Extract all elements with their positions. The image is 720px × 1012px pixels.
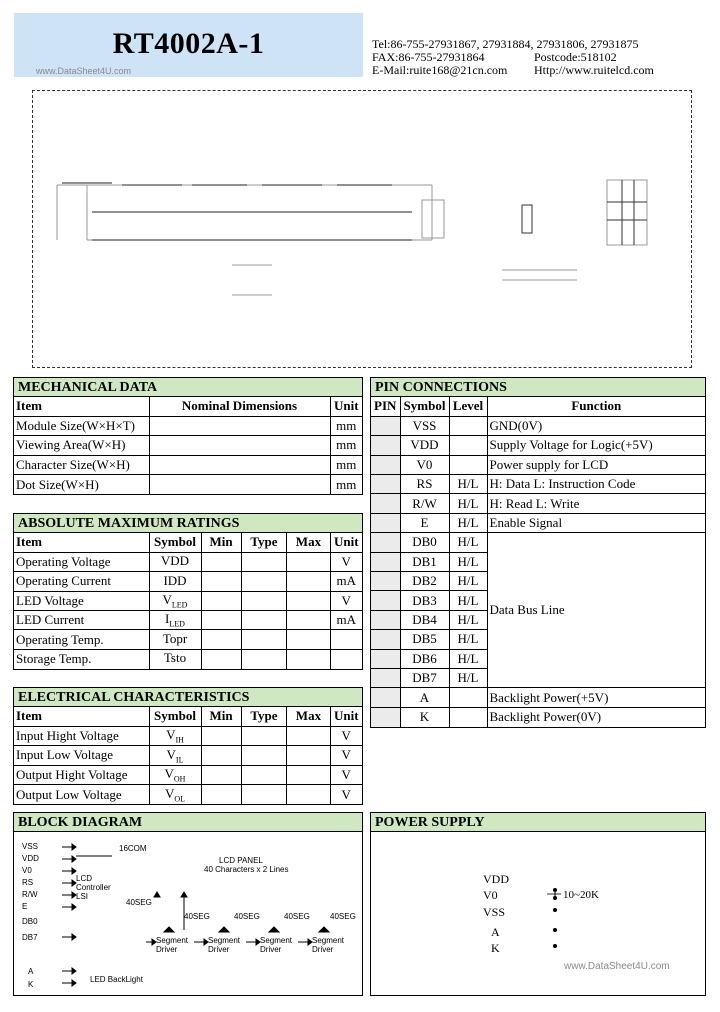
- pin-symbol: VDD: [400, 436, 449, 455]
- elec-header-item: Item: [14, 707, 149, 726]
- abs-symbol: IDD: [149, 572, 201, 591]
- bd-chars: 40 Characters x 2 Lines: [204, 865, 289, 874]
- abs-unit: [330, 649, 362, 668]
- postcode-line: Postcode:518102: [534, 50, 617, 64]
- mech-unit: mm: [330, 416, 362, 435]
- table-row: [371, 513, 705, 532]
- pin-symbol: DB7: [400, 668, 449, 687]
- pin-header-function: Function: [487, 397, 705, 416]
- power-supply-title: POWER SUPPLY: [371, 813, 705, 832]
- table-row: [14, 746, 362, 765]
- http-line: Http://www.ruitelcd.com: [534, 63, 654, 77]
- mech-unit: mm: [330, 475, 362, 494]
- block-diagram-title: BLOCK DIAGRAM: [14, 813, 362, 832]
- pin-header-symbol: Symbol: [400, 397, 449, 416]
- pin-symbol: V0: [400, 455, 449, 474]
- fax-line: FAX:86-755-27931864: [372, 50, 485, 64]
- pin-function: Backlight Power(+5V): [487, 688, 705, 707]
- pin-symbol: DB0: [400, 533, 449, 552]
- pin-level: H/L: [449, 494, 487, 513]
- bd-seg: 40SEG: [330, 912, 356, 921]
- pin-table: [371, 397, 705, 727]
- table-row: [371, 416, 705, 435]
- elec-unit: V: [330, 785, 362, 804]
- bd-signal: VDD: [22, 854, 39, 863]
- pin-number: [371, 513, 400, 532]
- table-row: [371, 494, 705, 513]
- mech-header-item: Item: [14, 397, 149, 416]
- table-row: [371, 475, 705, 494]
- elec-header-unit: Unit: [330, 707, 362, 726]
- bd-signal: RS: [22, 878, 34, 887]
- pin-number: [371, 591, 400, 610]
- table-row: [14, 475, 362, 494]
- bd-backlight: LED BackLight: [90, 975, 143, 984]
- mech-unit: mm: [330, 436, 362, 455]
- abs-item: Operating Voltage: [14, 552, 149, 571]
- abs-symbol: Tsto: [149, 649, 201, 668]
- elec-symbol: $V_{IL}$: [149, 746, 201, 765]
- table-row: [14, 726, 362, 745]
- pin-function: Power supply for LCD: [487, 455, 705, 474]
- bd-seg: 40SEG: [234, 912, 260, 921]
- electrical-title: ELECTRICAL CHARACTERISTICS: [14, 688, 362, 707]
- block-diagram-section: [13, 812, 363, 996]
- absolute-ratings-section: [13, 513, 363, 670]
- table-row: [14, 611, 362, 630]
- elec-unit: V: [330, 726, 362, 745]
- bd-com-label: 16COM: [119, 844, 147, 853]
- pin-function: H: Read L: Write: [487, 494, 705, 513]
- pin-number: [371, 475, 400, 494]
- elec-header-type: Type: [241, 707, 287, 726]
- absolute-ratings-title: ABSOLUTE MAXIMUM RATINGS: [14, 514, 362, 533]
- pin-number: [371, 668, 400, 687]
- pin-symbol: RS: [400, 475, 449, 494]
- pin-level: H/L: [449, 649, 487, 668]
- bd-lcd-panel: LCD PANEL: [219, 856, 263, 865]
- table-row: [371, 688, 705, 707]
- bd-seg: 40SEG: [284, 912, 310, 921]
- table-row: [371, 533, 705, 552]
- elec-item: Output Low Voltage: [14, 785, 149, 804]
- mechanical-table: [14, 397, 362, 494]
- abs-unit: V: [330, 591, 362, 610]
- pin-symbol: DB3: [400, 591, 449, 610]
- pin-symbol: R/W: [400, 494, 449, 513]
- ps-label: K: [491, 941, 500, 955]
- elec-item: Input Low Voltage: [14, 746, 149, 765]
- ps-label: VDD: [483, 872, 509, 886]
- tel-line: Tel:86-755-27931867, 27931884, 27931806, 27931875: [372, 37, 639, 51]
- table-row: [371, 436, 705, 455]
- elec-item: Input Hight Voltage: [14, 726, 149, 745]
- pin-number: [371, 649, 400, 668]
- mechanical-data-title: MECHANICAL DATA: [14, 378, 362, 397]
- data-bus-line: Data Bus Line: [487, 533, 705, 688]
- abs-unit: mA: [330, 611, 362, 630]
- pin-number: [371, 416, 400, 435]
- electrical-table: [14, 707, 362, 804]
- pin-level: [449, 455, 487, 474]
- mech-item: Dot Size(W×H): [14, 475, 149, 494]
- bd-signal: DB0: [22, 917, 38, 926]
- pin-number: [371, 552, 400, 571]
- abs-symbol: Topr: [149, 630, 201, 649]
- pin-symbol: K: [400, 707, 449, 726]
- abs-symbol: VDD: [149, 552, 201, 571]
- bd-signal: R/W: [22, 890, 38, 899]
- table-row: [14, 765, 362, 784]
- elec-header-symbol: Symbol: [149, 707, 201, 726]
- pin-level: H/L: [449, 513, 487, 532]
- pin-header-level: Level: [449, 397, 487, 416]
- pin-symbol: DB4: [400, 610, 449, 629]
- bd-signal: A: [28, 967, 34, 976]
- pin-level: H/L: [449, 591, 487, 610]
- pin-connections-section: [370, 377, 706, 728]
- table-row: [14, 649, 362, 668]
- abs-unit: mA: [330, 572, 362, 591]
- pin-level: H/L: [449, 630, 487, 649]
- bd-signal: E: [22, 902, 28, 911]
- table-row: [371, 707, 705, 726]
- mech-header-nominal: Nominal Dimensions: [149, 397, 330, 416]
- mechanical-data-section: [13, 377, 363, 495]
- watermark-top: www.DataSheet4U.com: [36, 66, 132, 76]
- bd-signal: K: [28, 980, 34, 989]
- mech-item: Module Size(W×H×T): [14, 416, 149, 435]
- pin-level: H/L: [449, 475, 487, 494]
- abs-unit: [330, 630, 362, 649]
- page-title: RT4002A-1: [112, 27, 265, 60]
- table-row: [371, 455, 705, 474]
- table-row: [14, 630, 362, 649]
- pin-level: [449, 416, 487, 435]
- table-row: [14, 455, 362, 474]
- pin-number: [371, 455, 400, 474]
- ps-range: 10~20K: [563, 889, 599, 901]
- elec-header-max: Max: [287, 707, 330, 726]
- bd-signal: V0: [22, 866, 32, 875]
- pin-number: [371, 494, 400, 513]
- abs-header-type: Type: [241, 533, 287, 552]
- pin-number: [371, 688, 400, 707]
- ps-label: VSS: [483, 905, 506, 919]
- table-row: [14, 416, 362, 435]
- pin-function: Backlight Power(0V): [487, 707, 705, 726]
- elec-unit: V: [330, 765, 362, 784]
- abs-symbol: $I_{LED}$: [149, 611, 201, 630]
- electrical-section: [13, 687, 363, 805]
- abs-item: LED Current: [14, 611, 149, 630]
- mech-item: Character Size(W×H): [14, 455, 149, 474]
- pin-level: H/L: [449, 668, 487, 687]
- block-diagram-arrows: [14, 832, 362, 995]
- pin-number: [371, 610, 400, 629]
- pin-level: H/L: [449, 572, 487, 591]
- bd-signal: DB7: [22, 933, 38, 942]
- abs-header-max: Max: [287, 533, 330, 552]
- pin-level: H/L: [449, 533, 487, 552]
- bd-driver: Segment Driver: [260, 936, 293, 954]
- pin-number: [371, 630, 400, 649]
- ps-label: A: [491, 925, 500, 939]
- table-row: [14, 785, 362, 804]
- bd-seg40: 40SEG: [126, 898, 152, 907]
- pin-function: H: Data L: Instruction Code: [487, 475, 705, 494]
- pin-function: Enable Signal: [487, 513, 705, 532]
- table-row: [14, 552, 362, 571]
- bd-signal: VSS: [22, 842, 39, 851]
- pin-symbol: VSS: [400, 416, 449, 435]
- pin-symbol: A: [400, 688, 449, 707]
- abs-header-item: Item: [14, 533, 149, 552]
- table-row: [14, 572, 362, 591]
- mech-unit: mm: [330, 455, 362, 474]
- pin-symbol: DB5: [400, 630, 449, 649]
- elec-symbol: $V_{IH}$: [149, 726, 201, 745]
- pin-symbol: DB1: [400, 552, 449, 571]
- elec-symbol: $V_{OL}$: [149, 785, 201, 804]
- pin-connections-title: PIN CONNECTIONS: [371, 378, 705, 397]
- bd-seg: 40SEG: [184, 912, 210, 921]
- pin-symbol: E: [400, 513, 449, 532]
- elec-symbol: $V_{OH}$: [149, 765, 201, 784]
- pin-number: [371, 572, 400, 591]
- pin-number: [371, 707, 400, 726]
- block-diagram: [14, 832, 362, 995]
- abs-header-min: Min: [201, 533, 241, 552]
- pin-number: [371, 533, 400, 552]
- mech-header-unit: Unit: [330, 397, 362, 416]
- abs-item: Operating Current: [14, 572, 149, 591]
- pin-level: [449, 707, 487, 726]
- bd-controller: LCD Controller LSI: [76, 874, 111, 901]
- elec-unit: V: [330, 746, 362, 765]
- bd-driver: Segment Driver: [208, 936, 241, 954]
- absolute-table: [14, 533, 362, 669]
- email-line: E-Mail:ruite168@21cn.com: [372, 63, 508, 77]
- pin-level: [449, 688, 487, 707]
- pin-level: H/L: [449, 552, 487, 571]
- watermark-bottom: www.DataSheet4U.com: [564, 961, 670, 972]
- elec-header-min: Min: [201, 707, 241, 726]
- ps-label: V0: [483, 888, 498, 902]
- mech-item: Viewing Area(W×H): [14, 436, 149, 455]
- table-row: [14, 591, 362, 610]
- abs-item: Storage Temp.: [14, 649, 149, 668]
- pin-function: GND(0V): [487, 416, 705, 435]
- abs-item: LED Voltage: [14, 591, 149, 610]
- abs-item: Operating Temp.: [14, 630, 149, 649]
- pin-symbol: DB6: [400, 649, 449, 668]
- abs-unit: V: [330, 552, 362, 571]
- pin-level: H/L: [449, 610, 487, 629]
- abs-header-unit: Unit: [330, 533, 362, 552]
- pin-level: [449, 436, 487, 455]
- pin-number: [371, 436, 400, 455]
- pin-symbol: DB2: [400, 572, 449, 591]
- pin-header-pin: PIN: [371, 397, 400, 416]
- abs-header-symbol: Symbol: [149, 533, 201, 552]
- abs-symbol: $V_{LED}$: [149, 591, 201, 610]
- bd-driver: Segment Driver: [156, 936, 189, 954]
- bd-driver: Segment Driver: [312, 936, 345, 954]
- mechanical-drawing: [32, 90, 692, 368]
- elec-item: Output Hight Voltage: [14, 765, 149, 784]
- pin-function: Supply Voltage for Logic(+5V): [487, 436, 705, 455]
- table-row: [14, 436, 362, 455]
